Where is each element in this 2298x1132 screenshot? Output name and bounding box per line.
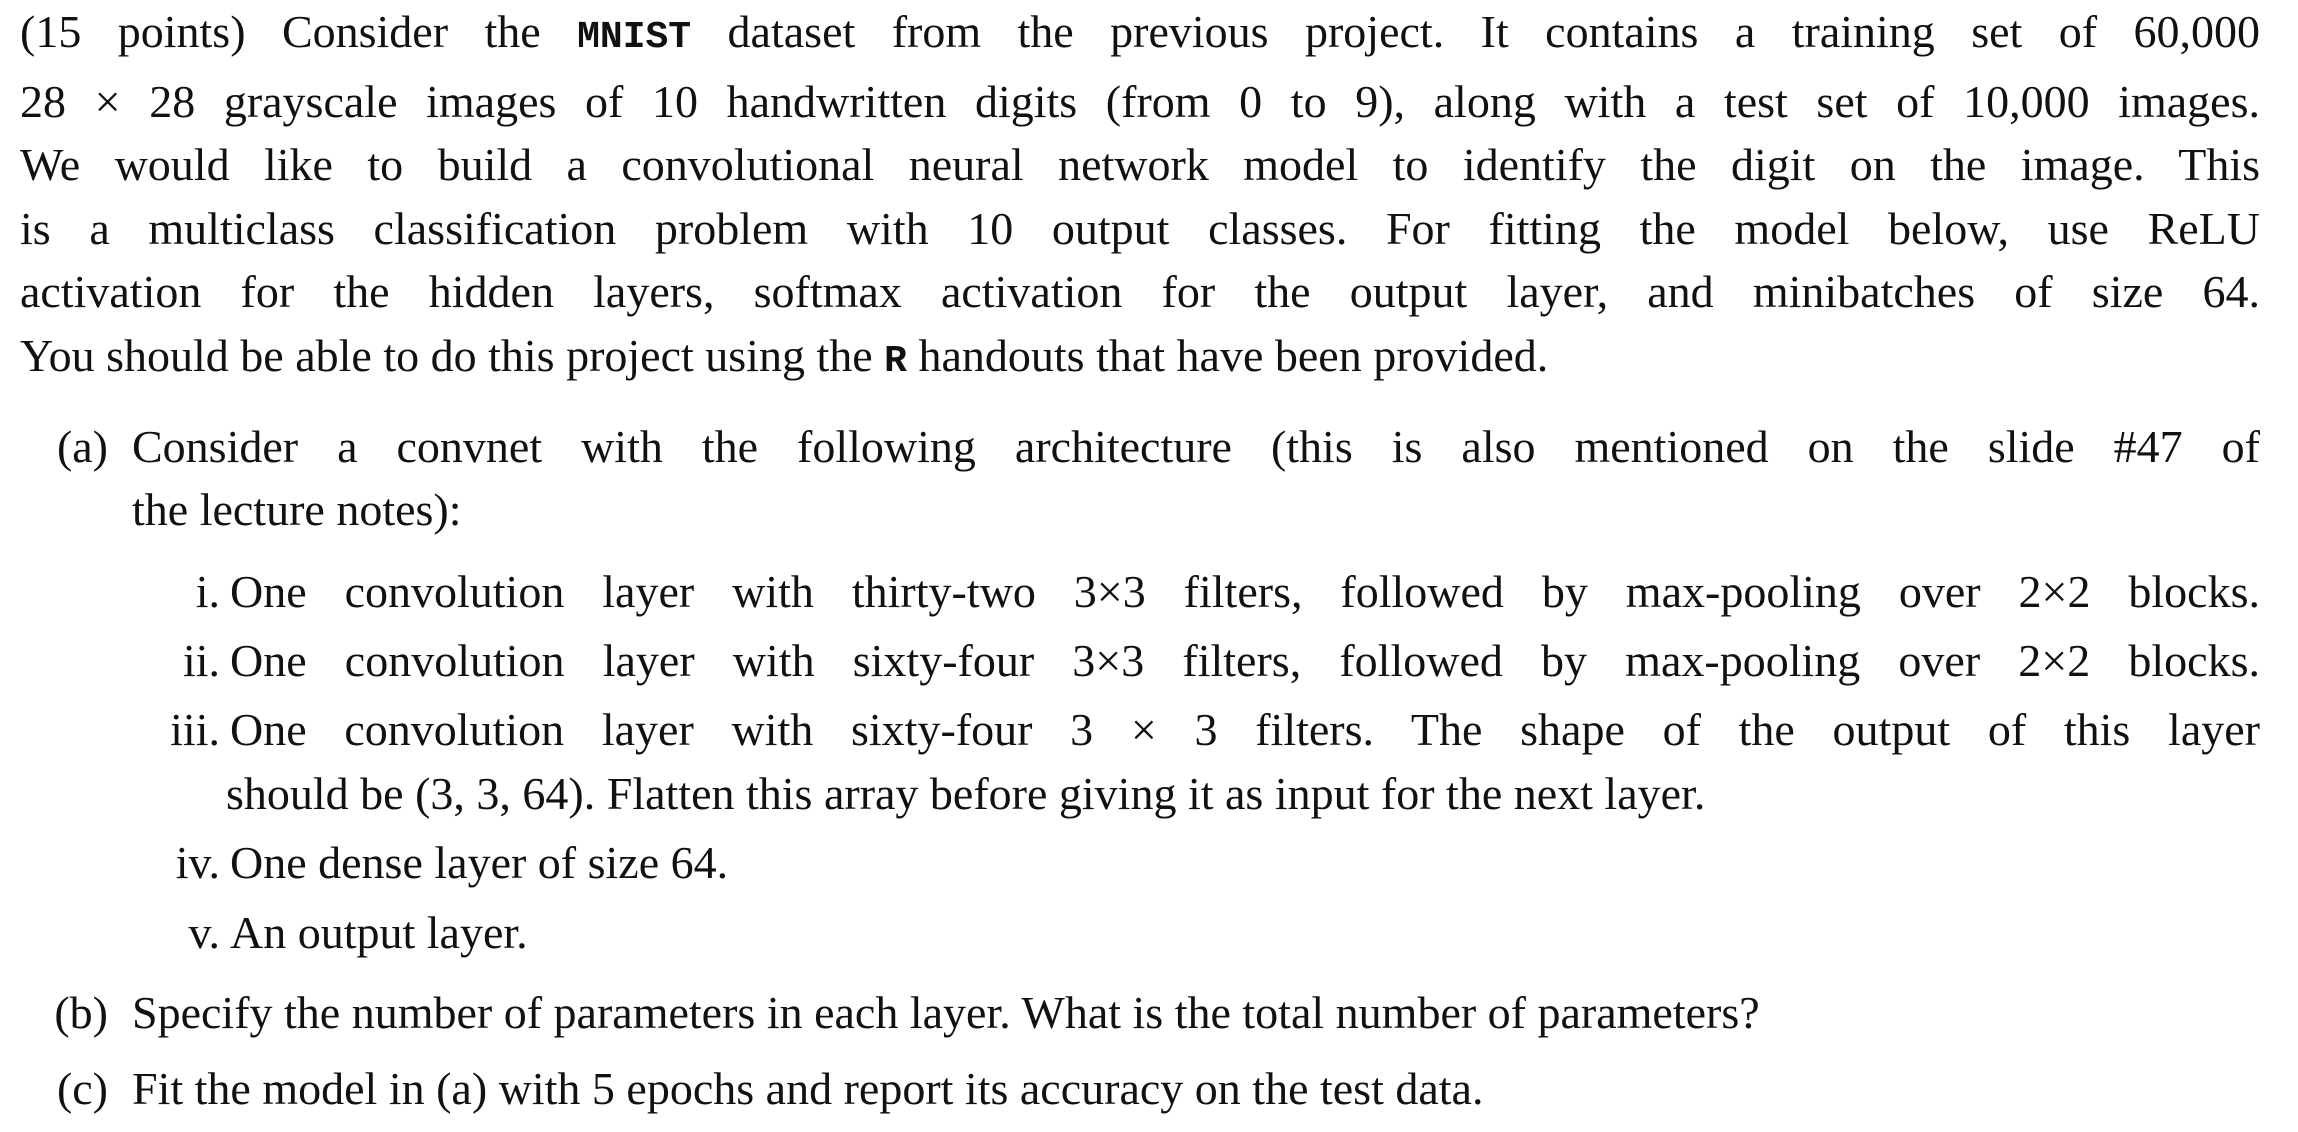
item-ii-label: ii. (182, 635, 220, 686)
dataset-name-code: MNIST (577, 16, 692, 59)
problem-document (20, 0, 2260, 1114)
item-iv-label: iv. (175, 837, 220, 888)
part-a-text-line-1: Consider a convnet with the following architecture (this is also mentioned on the slide #47 of (132, 421, 2260, 472)
part-b-label: (b) (54, 987, 108, 1038)
item-iv-text: One dense layer of size 64. (230, 837, 729, 888)
intro-line-3: We would like to build a convolutional neural network model to identify the digit on the image. This (20, 139, 2260, 190)
part-c-text: Fit the model in (a) with 5 epochs and report its accuracy on the test data. (132, 1063, 1484, 1114)
item-i-label: i. (195, 566, 220, 617)
intro-line-5: activation for the hidden layers, softmax activation for the output layer, and minibatches of size 64. (20, 266, 2260, 317)
item-iii-label: iii. (170, 704, 220, 755)
problem-intro (20, 0, 2260, 393)
item-ii-text: One convolution layer with sixty-four 3×3 filters, followed by max-pooling over 2×2 blocks. (230, 635, 2260, 686)
part-a-text-line-2: the lecture notes): (132, 484, 462, 535)
language-name-code: R (884, 339, 907, 383)
part-a-label: (a) (56, 421, 108, 472)
part-c-label: (c) (56, 1063, 108, 1114)
item-v-label: v. (188, 907, 220, 958)
item-iii-text-line-1: One convolution layer with sixty-four 3 × 3 filters. The shape of the output of this layer (230, 704, 2260, 755)
intro-line-6: You should be able to do this project using the R handouts that have been provided. (20, 329, 1549, 383)
intro-line-1: (15 points) Consider the MNIST dataset from the previous project. It contains a training set of 60,000 (20, 6, 2260, 59)
item-v-text: An output layer. (230, 907, 528, 958)
intro-line-4: is a multiclass classification problem with 10 output classes. For fitting the model below, use ReLU (20, 202, 2260, 254)
intro-line-2: 28 × 28 grayscale images of 10 handwritten digits (from 0 to 9), along with a test set of 10,000 images. (20, 75, 2260, 127)
part-b-text: Specify the number of parameters in each layer. What is the total number of parameters? (132, 987, 1760, 1038)
item-iii-text-line-2: should be (3, 3, 64). Flatten this array before giving it as input for the next layer. (226, 768, 1706, 819)
item-i-text: One convolution layer with thirty-two 3×3 filters, followed by max-pooling over 2×2 blocks. (230, 566, 2260, 617)
